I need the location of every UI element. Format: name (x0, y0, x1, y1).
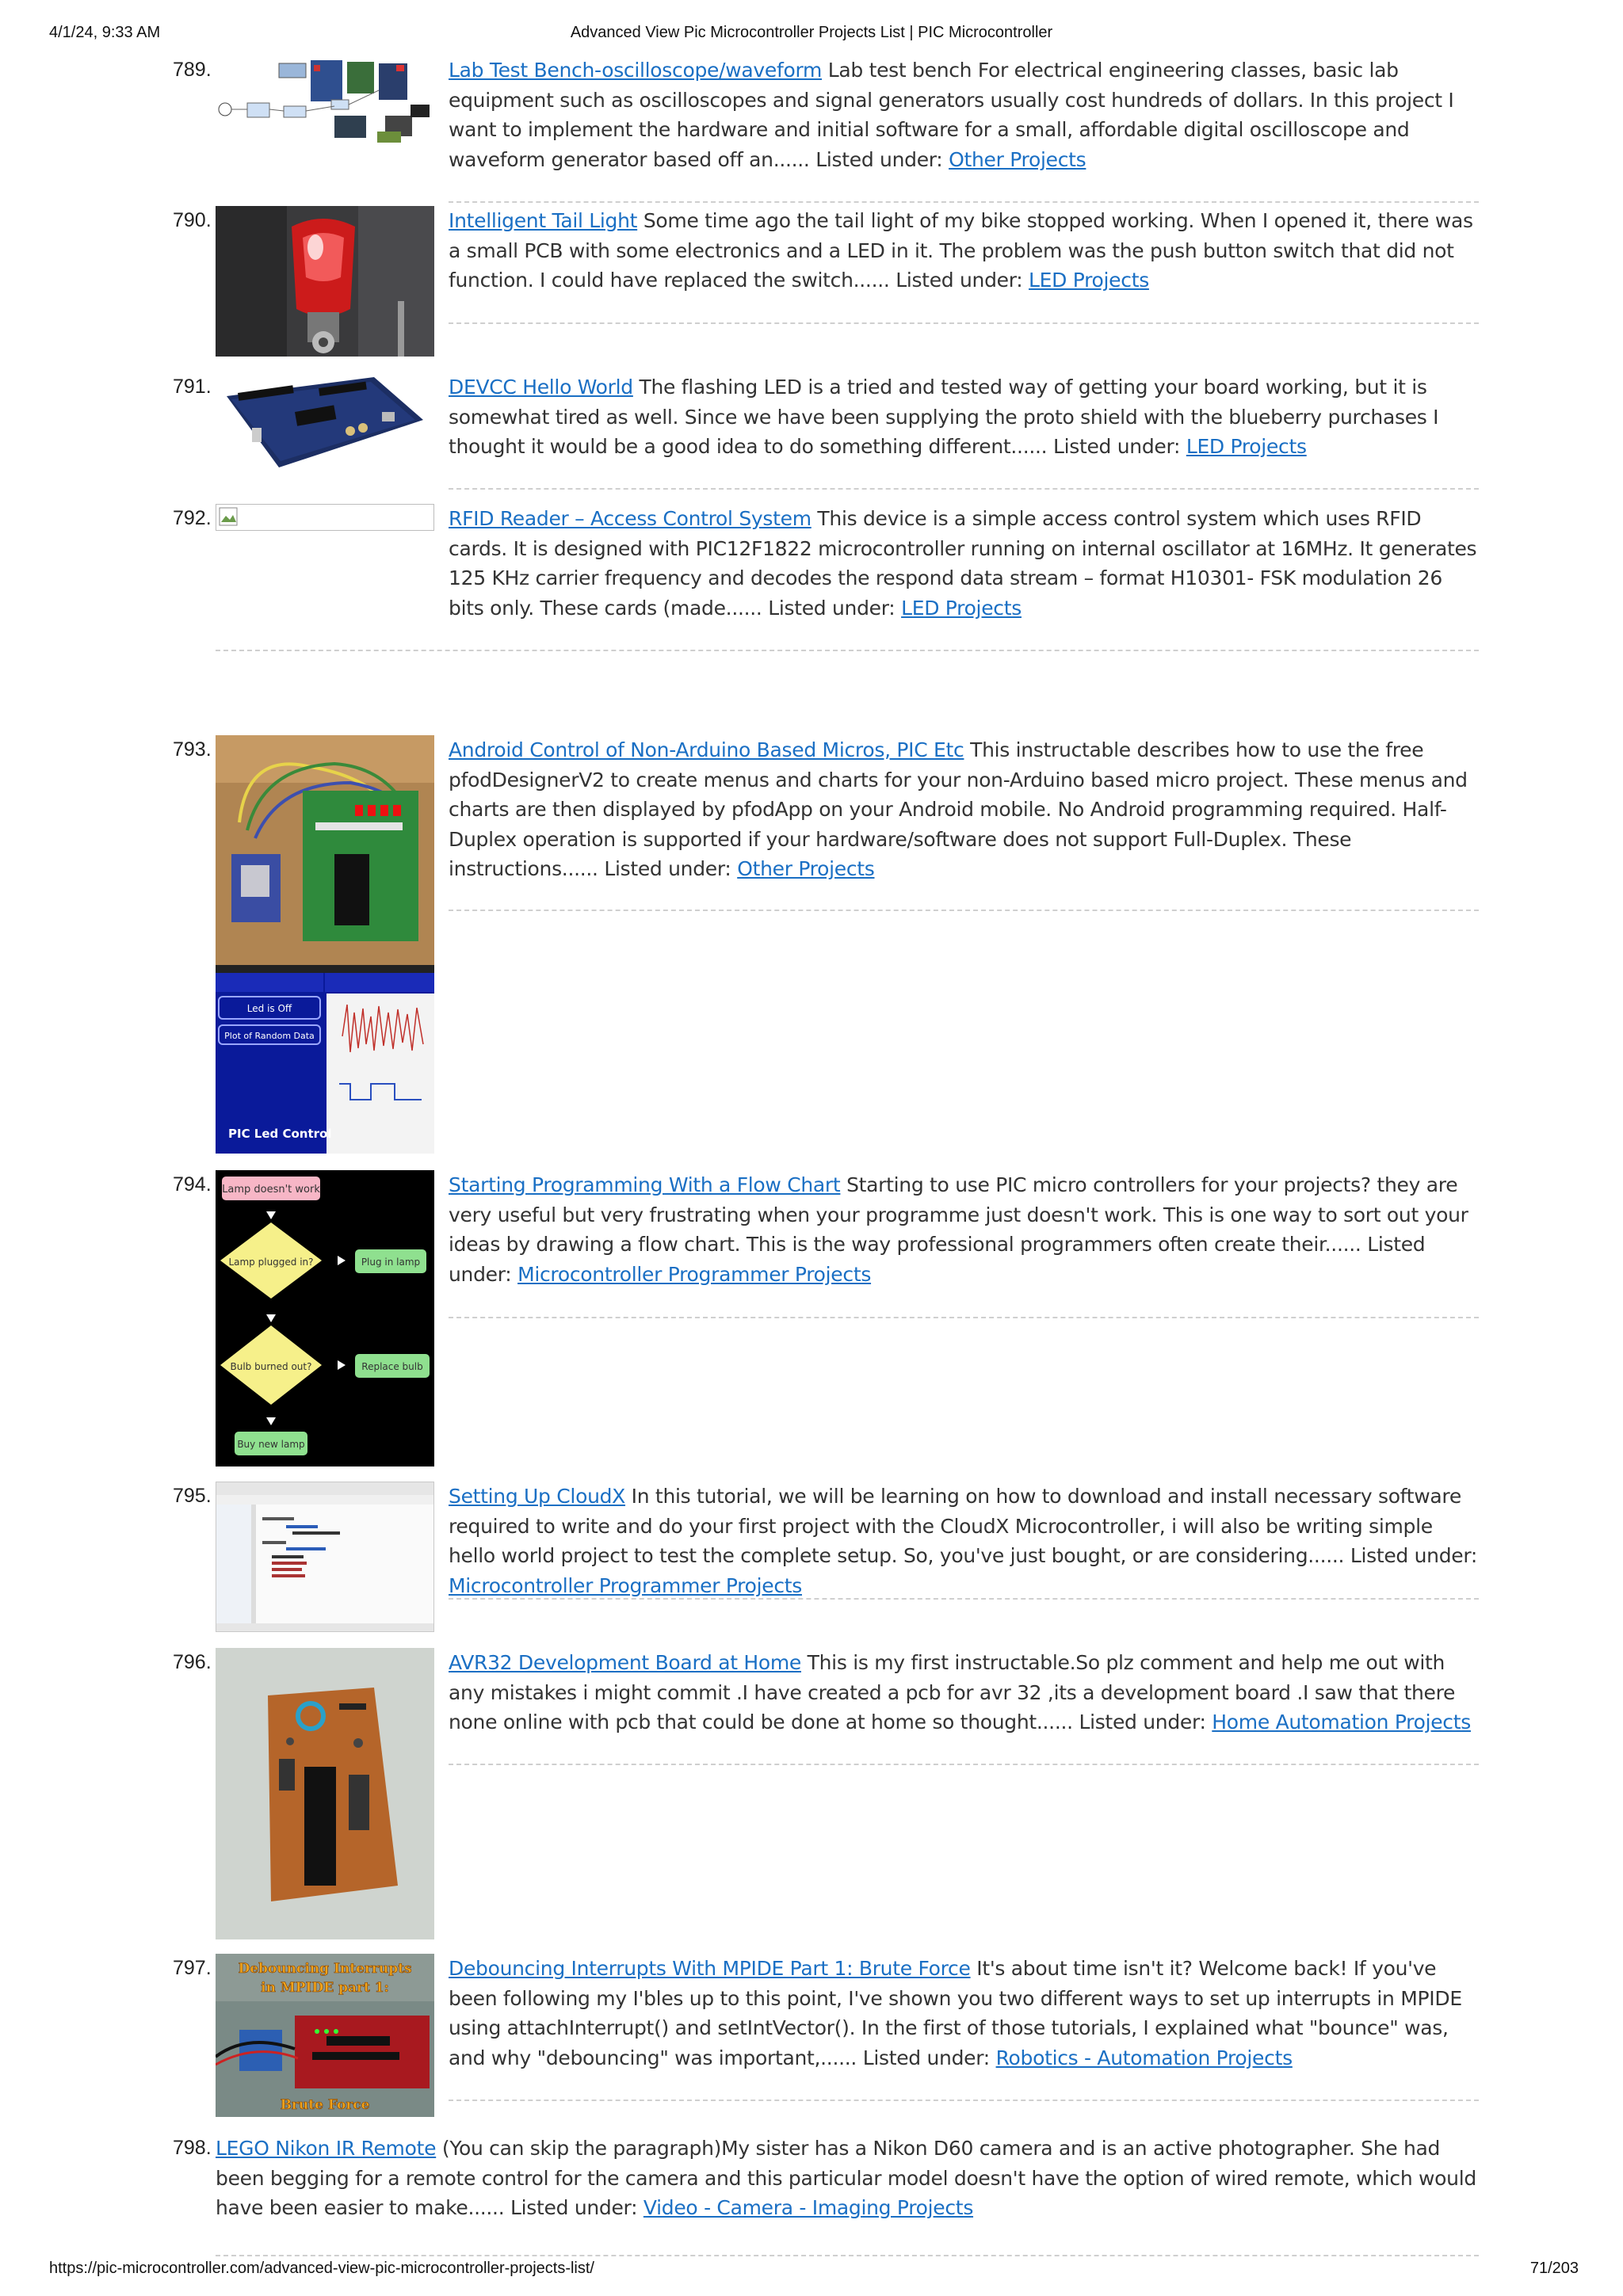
item-number: 792. (173, 507, 212, 529)
item-category-link[interactable]: Robotics - Automation Projects (995, 2046, 1293, 2069)
item-description: It's about time isn't it? Welcome back! If you've been following my I'bles up to this point, I've shown you two different ways to set up interrupts in MPIDE using attachInterrupt() and setIntVector(). In the first of those tutorials, I explained what "bounce" was, and why "debouncing" was important,...... (449, 1957, 1462, 2069)
print-page-number: 71/203 (1529, 2260, 1579, 2277)
item-description: Lab test bench For electrical engineering classes, basic lab equipment such as oscilloscopes and signal generators usually cost hundreds of dollars. In this project I want to implement the hardware and initial software for a small, affordable digital oscilloscope and waveform generator based off an...... (449, 59, 1454, 171)
item-title-link[interactable]: RFID Reader – Access Control System (449, 507, 812, 530)
item-divider (449, 488, 1479, 490)
item-category-link[interactable]: Microcontroller Programmer Projects (449, 1573, 802, 1597)
item-title-link[interactable]: Setting Up CloudX (449, 1485, 626, 1508)
item-title-link[interactable]: LEGO Nikon IR Remote (216, 2137, 437, 2160)
item-body (449, 1954, 1479, 2073)
listed-under-label: Listed under: (510, 2196, 638, 2220)
item-title-link[interactable]: Starting Programming With a Flow Chart (449, 1173, 841, 1196)
item-body (449, 55, 1479, 174)
print-datetime: 4/1/24, 9:33 AM (49, 24, 161, 41)
item-divider (216, 2255, 1479, 2256)
android-led-button-label: Led is Off (246, 1003, 292, 1014)
listed-under-label: Listed under: (1350, 1544, 1478, 1568)
item-thumbnail[interactable] (216, 59, 434, 147)
item-category-link[interactable]: LED Projects (1186, 435, 1307, 459)
item-thumbnail-broken[interactable] (216, 504, 434, 531)
item-number: 795. (173, 1485, 212, 1507)
print-title: Advanced View Pic Microcontroller Projects List | PIC Microcontroller (570, 24, 1053, 41)
item-thumbnail[interactable] (216, 372, 434, 483)
item-category-link[interactable]: LED Projects (1029, 269, 1149, 292)
item-thumbnail[interactable] (216, 1954, 434, 2117)
item-body (216, 2134, 1479, 2223)
item-body (449, 372, 1479, 462)
flowchart-answer-1: Plug in lamp (361, 1257, 421, 1268)
android-app-footer-label: PIC Led Control (228, 1127, 332, 1141)
item-category-link[interactable]: Microcontroller Programmer Projects (517, 1262, 872, 1286)
broken-image-icon (216, 505, 243, 530)
print-url: https://pic-microcontroller.com/advanced-view-pic-microcontroller-projects-list/ (49, 2260, 594, 2277)
item-description: In this tutorial, we will be learning on how to download and install necessary software required to write and do your first project with the CloudX Microcontroller, i will also be writing simple hello world project to test the complete setup. So, you've just bought, or are considering...... (449, 1485, 1461, 1568)
debounce-title-bottom: Brute Force (280, 2097, 370, 2113)
item-number: 796. (173, 1651, 212, 1673)
item-divider (449, 201, 1479, 203)
item-title-link[interactable]: AVR32 Development Board at Home (449, 1651, 801, 1674)
item-number: 798. (173, 2137, 212, 2159)
item-title-link[interactable]: Intelligent Tail Light (449, 209, 638, 232)
flowchart-answer-2: Replace bulb (361, 1361, 423, 1372)
item-divider (449, 2100, 1479, 2101)
print-header (0, 24, 1623, 48)
item-thumbnail[interactable] (216, 1170, 434, 1466)
listed-under-label: Listed under: (862, 2046, 990, 2069)
listed-under-label: Listed under: (768, 596, 896, 620)
item-description: The flashing LED is a tried and tested way of getting your board working, but it is somewhat tired as well. Since we have been supplying the proto shield with the blueberry purchases I thought it would be a good idea to do something different...... (449, 376, 1439, 459)
item-divider (449, 910, 1479, 911)
item-body (449, 1482, 1479, 1600)
item-title-link[interactable]: Lab Test Bench-oscilloscope/waveform (449, 59, 823, 82)
android-plot-button-label: Plot of Random Data (224, 1031, 315, 1041)
item-number: 794. (173, 1173, 212, 1196)
listed-under-label: Listed under: (1052, 435, 1181, 459)
debounce-title-line-2: in MPIDE part 1: (261, 1980, 389, 1996)
item-description: This is my first instructable.So plz comment and help me out with any mistakes i might commit .I have created a pcb for avr 32 ,its a development board .I saw that there none online with pcb that could be done at home so thought...... (449, 1651, 1456, 1734)
item-number: 797. (173, 1957, 212, 1979)
listed-under-label: Listed under: (896, 269, 1023, 292)
listed-under-label: Listed under: (815, 147, 943, 171)
item-category-link[interactable]: LED Projects (901, 596, 1022, 620)
item-description: Some time ago the tail light of my bike stopped working. When I opened it, there was a small PCB with some electronics and a LED in it. The problem was the push button switch that did not function. I could have replaced the switch...... (449, 209, 1473, 292)
item-title-link[interactable]: DEVCC Hello World (449, 376, 633, 399)
item-title-link[interactable]: Android Control of Non-Arduino Based Micros, PIC Etc (449, 738, 964, 761)
item-body (449, 206, 1479, 296)
debounce-title-line-1: Debouncing Interrupts (238, 1961, 412, 1977)
item-description: (You can skip the paragraph)My sister has a Nikon D60 camera and is an active photographer. She had been begging for a remote control for the camera and this particular model doesn't have the option of wired remote, which would have been easier to make...... (216, 2137, 1476, 2220)
item-category-link[interactable]: Home Automation Projects (1212, 1711, 1471, 1734)
item-divider (449, 322, 1479, 324)
item-body (449, 735, 1479, 884)
item-category-link[interactable]: Other Projects (949, 147, 1086, 171)
item-thumbnail[interactable] (216, 735, 434, 1154)
item-body (449, 1170, 1479, 1289)
item-number: 790. (173, 209, 212, 231)
item-number: 789. (173, 59, 212, 81)
item-title-link[interactable]: Debouncing Interrupts With MPIDE Part 1: Brute Force (449, 1957, 971, 1980)
item-description: This instructable describes how to use the free pfodDesignerV2 to create menus and charts for your non-Arduino based micro project. These menus and charts are then displayed by pfodApp on your Android mobile. No Android programming required. Half-Duplex operation is supported if your hardware/software does not support Full-Duplex. These instructions...... (449, 738, 1468, 881)
listed-under-label: Listed under: (449, 1233, 1426, 1286)
item-divider (449, 1598, 1479, 1600)
item-thumbnail[interactable] (216, 206, 434, 357)
flowchart-question-2: Bulb burned out? (230, 1361, 312, 1372)
item-body (449, 1648, 1479, 1737)
item-category-link[interactable]: Other Projects (737, 857, 875, 881)
item-description: This device is a simple access control system which uses RFID cards. It is designed with PIC12F1822 microcontroller running on internal oscillator at 16MHz. It generates 125 KHz carrier frequency and decodes the respond data stream – format H10301- FSK modulation 26 bits only. These cards (made...... (449, 507, 1477, 620)
item-divider (449, 1764, 1479, 1765)
item-description: Starting to use PIC micro controllers for your projects? they are very useful but very frustrating when your programme just doesn't work. This is one way to sort out your ideas by drawing a flow chart. This is the way professional programmers often create their...... (449, 1173, 1468, 1257)
item-thumbnail[interactable] (216, 1648, 434, 1939)
flowchart-question-1: Lamp plugged in? (228, 1257, 314, 1268)
item-divider (449, 1317, 1479, 1318)
listed-under-label: Listed under: (1079, 1711, 1206, 1734)
item-number: 793. (173, 738, 212, 761)
listed-under-label: Listed under: (604, 857, 731, 881)
item-category-link[interactable]: Video - Camera - Imaging Projects (643, 2196, 974, 2220)
item-body (449, 504, 1479, 623)
item-number: 791. (173, 376, 212, 398)
item-thumbnail[interactable] (216, 1482, 434, 1632)
flowchart-start-label: Lamp doesn't work (222, 1184, 320, 1196)
item-divider (216, 650, 1479, 651)
flowchart-end-label: Buy new lamp (237, 1439, 305, 1450)
